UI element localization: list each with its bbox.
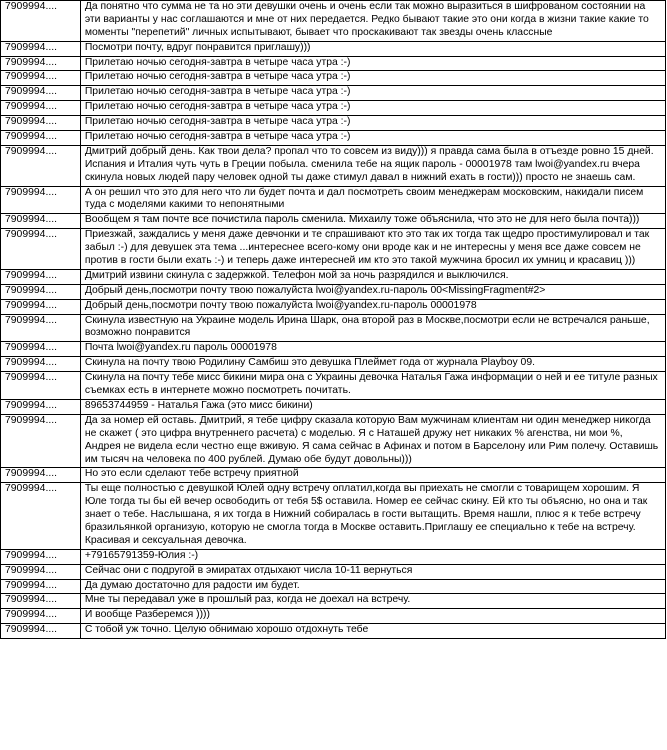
table-row	[1, 624, 666, 639]
sender-id-cell: 7909994....	[1, 357, 81, 372]
table-row	[1, 41, 666, 56]
table-row	[1, 342, 666, 357]
table-row	[1, 579, 666, 594]
table-row	[1, 269, 666, 284]
message-cell: Вообщем я там почте все почистила пароль сменила. Михаилу тоже объяснила, что это не для него была почта)))	[80, 214, 665, 229]
message-cell: Добрый день,посмотри почту твою пожалуйста lwoi@yandex.ru-пароль 00001978	[80, 299, 665, 314]
message-cell: Ты еще полностью с девушкой Юлей одну встречу оплатил,когда вы приехать не смогли с товарищем хорошим. Я Юле тогда ты бы ей вечер освободить от тебя 5$ оставила. Номер ее сейчас скину. Ей кто ты объясню, но она и так знает о тебе. Наслышана, я их тогда в Нижний собиралась в гости вытащить. Время нашли, плюс я к тебе встречу бразильянкой организую, которую не смогла тогда в Москве оставить.Приглашу ее специально к тебе на встречу. Красивая и сексуальная девочка.	[80, 483, 665, 549]
table-row	[1, 483, 666, 549]
sender-id-cell: 7909994....	[1, 56, 81, 71]
message-cell: А он решил что это для него что ли будет почта и дал посмотреть своим менеджерам московским, накидали писем туда с моделями какими то непонятными	[80, 186, 665, 214]
sender-id-cell: 7909994....	[1, 116, 81, 131]
message-cell: Да думаю достаточно для радости им будет.	[80, 579, 665, 594]
sender-id-cell: 7909994....	[1, 564, 81, 579]
message-cell: Прилетаю ночью сегодня-завтра в четыре часа утра :-)	[80, 71, 665, 86]
table-row	[1, 131, 666, 146]
message-cell: +79165791359-Юлия :-)	[80, 549, 665, 564]
message-cell: Да понятно что сумма не та но эти девушки очень и очень если так можно выразиться в шифрованом состоянии на эти варианты у нас соглашаются и мне от них передается. Редко бывают такие это они когда в жизни такие какие то моменты "перепетий" личных испытывают, бывает что проскакивают так звезды очень классные	[80, 1, 665, 42]
message-cell: Но это если сделают тебе встречу приятной	[80, 468, 665, 483]
message-cell: Почта lwoi@yandex.ru пароль 00001978	[80, 342, 665, 357]
sender-id-cell: 7909994....	[1, 41, 81, 56]
sender-id-cell: 7909994....	[1, 1, 81, 42]
table-row	[1, 56, 666, 71]
table-row	[1, 564, 666, 579]
table-row	[1, 399, 666, 414]
message-cell: Посмотри почту, вдруг понравится приглашу)))	[80, 41, 665, 56]
sender-id-cell: 7909994....	[1, 594, 81, 609]
message-cell: Мне ты передавал уже в прошлый раз, когда не доехал на встречу.	[80, 594, 665, 609]
sender-id-cell: 7909994....	[1, 269, 81, 284]
sender-id-cell: 7909994....	[1, 145, 81, 186]
table-row	[1, 357, 666, 372]
sender-id-cell: 7909994....	[1, 549, 81, 564]
sender-id-cell: 7909994....	[1, 214, 81, 229]
message-cell: Прилетаю ночью сегодня-завтра в четыре часа утра :-)	[80, 101, 665, 116]
sender-id-cell: 7909994....	[1, 186, 81, 214]
message-cell: Сейчас они с подругой в эмиратах отдыхают числа 10-11 вернуться	[80, 564, 665, 579]
sender-id-cell: 7909994....	[1, 624, 81, 639]
sender-id-cell: 7909994....	[1, 342, 81, 357]
table-row	[1, 609, 666, 624]
message-cell: Добрый день,посмотри почту твою пожалуйста lwoi@yandex.ru-пароль 00<MissingFragment#2>	[80, 284, 665, 299]
sender-id-cell: 7909994....	[1, 609, 81, 624]
table-row	[1, 414, 666, 468]
message-cell: Скинула на почту твою Родилину Самбиш это девушка Плеймет года от журнала Playboy 09.	[80, 357, 665, 372]
table-row	[1, 284, 666, 299]
sender-id-cell: 7909994....	[1, 579, 81, 594]
table-row	[1, 549, 666, 564]
table-row	[1, 186, 666, 214]
message-cell: Скинула известную на Украине модель Ирина Шарк, она второй раз в Москве,посмотри если не встречался раньше, возможно понравится	[80, 314, 665, 342]
table-row	[1, 1, 666, 42]
table-row	[1, 71, 666, 86]
message-cell: 89653744959 - Наталья Гажа (это мисс бикини)	[80, 399, 665, 414]
table-row	[1, 314, 666, 342]
sender-id-cell: 7909994....	[1, 86, 81, 101]
sender-id-cell: 7909994....	[1, 372, 81, 400]
sender-id-cell: 7909994....	[1, 284, 81, 299]
sender-id-cell: 7909994....	[1, 414, 81, 468]
message-cell: Да за номер ей оставь. Дмитрий, я тебе цифру сказала которую Вам мужчинам клиентам ни один менеджер никогда не скажет ( это цифра внутреннего расчета) с моделью. Я с Наташей дружу нет никаких % агенства, ни мои %, Андрея не видела если честно еще вживую. Я сама сейчас в Афинах и потом в Барселону или Рим полечу. Оставишь им тысяч на человека по 400 рублей. Думаю обе будут довольны)))	[80, 414, 665, 468]
message-cell: И вообще Разберемся ))))	[80, 609, 665, 624]
table-row	[1, 594, 666, 609]
table-row	[1, 116, 666, 131]
sender-id-cell: 7909994....	[1, 468, 81, 483]
message-cell: Прилетаю ночью сегодня-завтра в четыре часа утра :-)	[80, 86, 665, 101]
message-cell: Прилетаю ночью сегодня-завтра в четыре часа утра :-)	[80, 56, 665, 71]
message-cell: Дмитрий извини скинула с задержкой. Телефон мой за ночь разрядился и выключился.	[80, 269, 665, 284]
table-row	[1, 145, 666, 186]
table-row	[1, 101, 666, 116]
message-cell: Дмитрий добрый день. Как твои дела? пропал что то совсем из виду))) я правда сама была в отъезде ровно 15 дней. Испания и Италия чуть чуть в Греции побыла. сменила тебе на ящик пароль - 00001978 там lwoi@yandex.ru вчера скинула новых людей пару человек одной ты даже стимул давал в нижний ехать в гости))) просто не знаешь сам.	[80, 145, 665, 186]
message-cell: Прилетаю ночью сегодня-завтра в четыре часа утра :-)	[80, 131, 665, 146]
table-row	[1, 214, 666, 229]
message-cell: Скинула на почту тебе мисс бикини мира она с Украины девочка Наталья Гажа информации о ней и ее титуле разных съемках есть в интернете можно посмотреть почитать.	[80, 372, 665, 400]
message-cell: Приезжай, заждались у меня даже девчонки и те спрашивают кто это так их тогда так щедро простимулировал и так забыл :-) для девушек эта тема ...интереснее всего-кому они вроде как и не интересны у меня все даже совсем не против в гости были ехать :-) и теперь даже интересней им кто это такой мужчина бросил их умниц и красавиц )))	[80, 229, 665, 270]
table-row	[1, 299, 666, 314]
sender-id-cell: 7909994....	[1, 229, 81, 270]
table-row	[1, 86, 666, 101]
sender-id-cell: 7909994....	[1, 299, 81, 314]
sender-id-cell: 7909994....	[1, 483, 81, 549]
sender-id-cell: 7909994....	[1, 71, 81, 86]
message-cell: С тобой уж точно. Целую обнимаю хорошо отдохнуть тебе	[80, 624, 665, 639]
table-row	[1, 468, 666, 483]
sender-id-cell: 7909994....	[1, 131, 81, 146]
sender-id-cell: 7909994....	[1, 399, 81, 414]
table-row	[1, 372, 666, 400]
sender-id-cell: 7909994....	[1, 314, 81, 342]
sender-id-cell: 7909994....	[1, 101, 81, 116]
table-row	[1, 229, 666, 270]
message-cell: Прилетаю ночью сегодня-завтра в четыре часа утра :-)	[80, 116, 665, 131]
